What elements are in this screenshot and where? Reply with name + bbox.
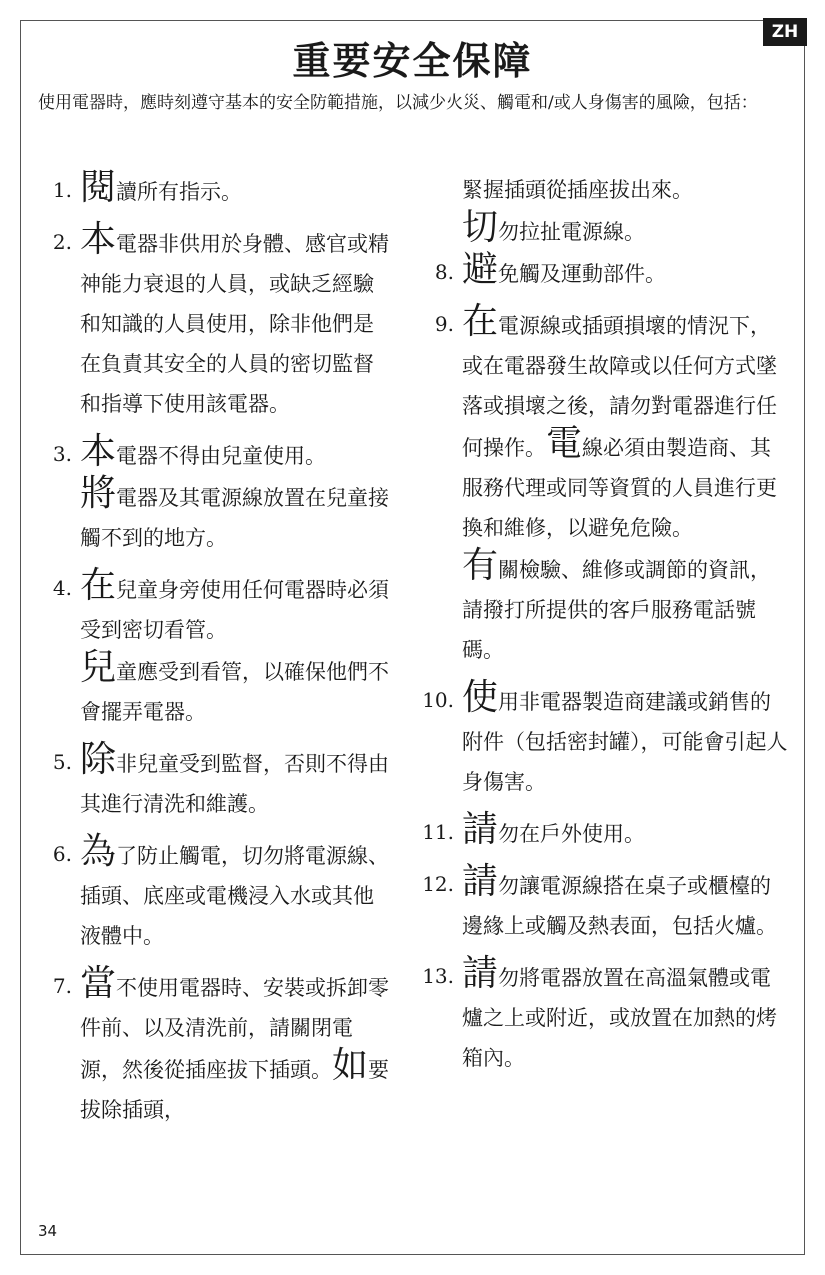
item-number: 2. <box>52 230 72 254</box>
item-number: 7. <box>52 974 72 998</box>
drop-cap: 閱 <box>80 167 117 208</box>
drop-cap: 有 <box>462 545 499 586</box>
item-text: 勿拉扯電源線。 <box>498 220 646 244</box>
item-number: 10. <box>422 688 454 712</box>
list-item <box>420 861 790 946</box>
drop-cap: 本 <box>80 431 117 472</box>
item-number: 12. <box>422 872 454 896</box>
drop-cap: 為 <box>80 831 117 872</box>
list-item <box>38 219 393 424</box>
item-number: 3. <box>52 442 72 466</box>
item-number: 1. <box>52 178 72 202</box>
intro-text: 使用電器時，應時刻遵守基本的安全防範措施，以減少火災、觸電和/或人身傷害的風險，包括： <box>38 93 758 113</box>
drop-cap: 本 <box>80 219 117 260</box>
list-item <box>38 431 393 558</box>
language-tag: ZH <box>763 18 807 46</box>
list-item <box>420 809 790 854</box>
drop-cap: 請 <box>462 953 499 994</box>
item-text: 勿將電器放置在高溫氣體或電爐之上或附近，或放置在加熱的烤箱內。 <box>462 966 777 1070</box>
drop-cap: 在 <box>462 301 499 342</box>
item-text: 電器及其電源線放置在兒童接觸不到的地方。 <box>80 486 390 550</box>
item-number: 4. <box>52 576 72 600</box>
item-text: 電器不得由兒童使用。 <box>116 444 327 468</box>
item-number: 5. <box>52 750 72 774</box>
list-item <box>38 963 393 1130</box>
item-text: 緊握插頭從插座拔出來。 <box>462 178 693 202</box>
item-number: 6. <box>52 842 72 866</box>
item-text: 了防止觸電，切勿將電源線、插頭、底座或電機浸入水或其他液體中。 <box>80 844 390 948</box>
right-column <box>420 170 790 1088</box>
item-text: 勿在戶外使用。 <box>498 822 646 846</box>
drop-cap: 避 <box>462 249 499 290</box>
item-text: 不使用電器時、安裝或拆卸零件前、以及清洗前，請關閉電源，然後從插座拔下插頭。 <box>80 976 390 1082</box>
drop-cap: 電 <box>546 423 583 464</box>
drop-cap: 切 <box>462 207 499 248</box>
list-item-continuation <box>420 170 790 252</box>
drop-cap: 如 <box>332 1045 369 1086</box>
item-number: 9. <box>434 312 454 336</box>
list-item <box>38 565 393 732</box>
item-number: 11. <box>422 820 454 844</box>
item-number: 13. <box>422 964 454 988</box>
drop-cap: 請 <box>462 809 499 850</box>
item-text: 童應受到看管，以確保他們不會擺弄電器。 <box>80 660 390 724</box>
item-text: 電器非供用於身體、感官或精神能力衰退的人員，或缺乏經驗和知識的人員使用，除非他們是在負責其安全的人員的密切監督和指導下使用該電器。 <box>80 232 390 416</box>
item-text: 用非電器製造商建議或銷售的附件（包括密封罐），可能會引起人身傷害。 <box>462 690 788 794</box>
item-text: 勿讓電源線搭在桌子或櫃檯的邊緣上或觸及熱表面，包括火爐。 <box>462 874 777 938</box>
drop-cap: 請 <box>462 861 499 902</box>
drop-cap: 除 <box>80 739 117 780</box>
item-text: 電源線或插頭損壞的情況下，或在電器發生故障或以任何方式墜落或損壞之後，請勿對電器進行任何操作。 <box>462 314 777 460</box>
drop-cap: 使 <box>462 677 499 718</box>
item-number: 8. <box>434 260 454 284</box>
list-item <box>420 953 790 1078</box>
drop-cap: 兒 <box>80 647 117 688</box>
item-text: 讀所有指示。 <box>116 180 243 204</box>
item-text: 關檢驗、維修或調節的資訊，請撥打所提供的客戶服務電話號碼。 <box>462 558 772 662</box>
list-item <box>420 301 790 670</box>
item-text: 要拔除插頭， <box>80 1058 390 1122</box>
list-item <box>420 677 790 802</box>
item-text: 非兒童受到監督，否則不得由其進行清洗和維護。 <box>80 752 390 816</box>
drop-cap: 在 <box>80 565 117 606</box>
list-item <box>420 249 790 294</box>
item-text: 免觸及運動部件。 <box>498 262 667 286</box>
item-text: 線必須由製造商、其服務代理或同等資質的人員進行更換和維修，以避免危險。 <box>462 436 777 540</box>
drop-cap: 當 <box>80 963 117 1004</box>
list-item <box>38 739 393 824</box>
page-title: 重要安全保障 <box>292 38 533 83</box>
drop-cap: 將 <box>80 473 117 514</box>
list-item <box>38 831 393 956</box>
left-column <box>38 167 393 1140</box>
list-item <box>38 167 393 212</box>
item-text: 兒童身旁使用任何電器時必須受到密切看管。 <box>80 578 390 642</box>
page-number: 34 <box>38 1222 58 1240</box>
